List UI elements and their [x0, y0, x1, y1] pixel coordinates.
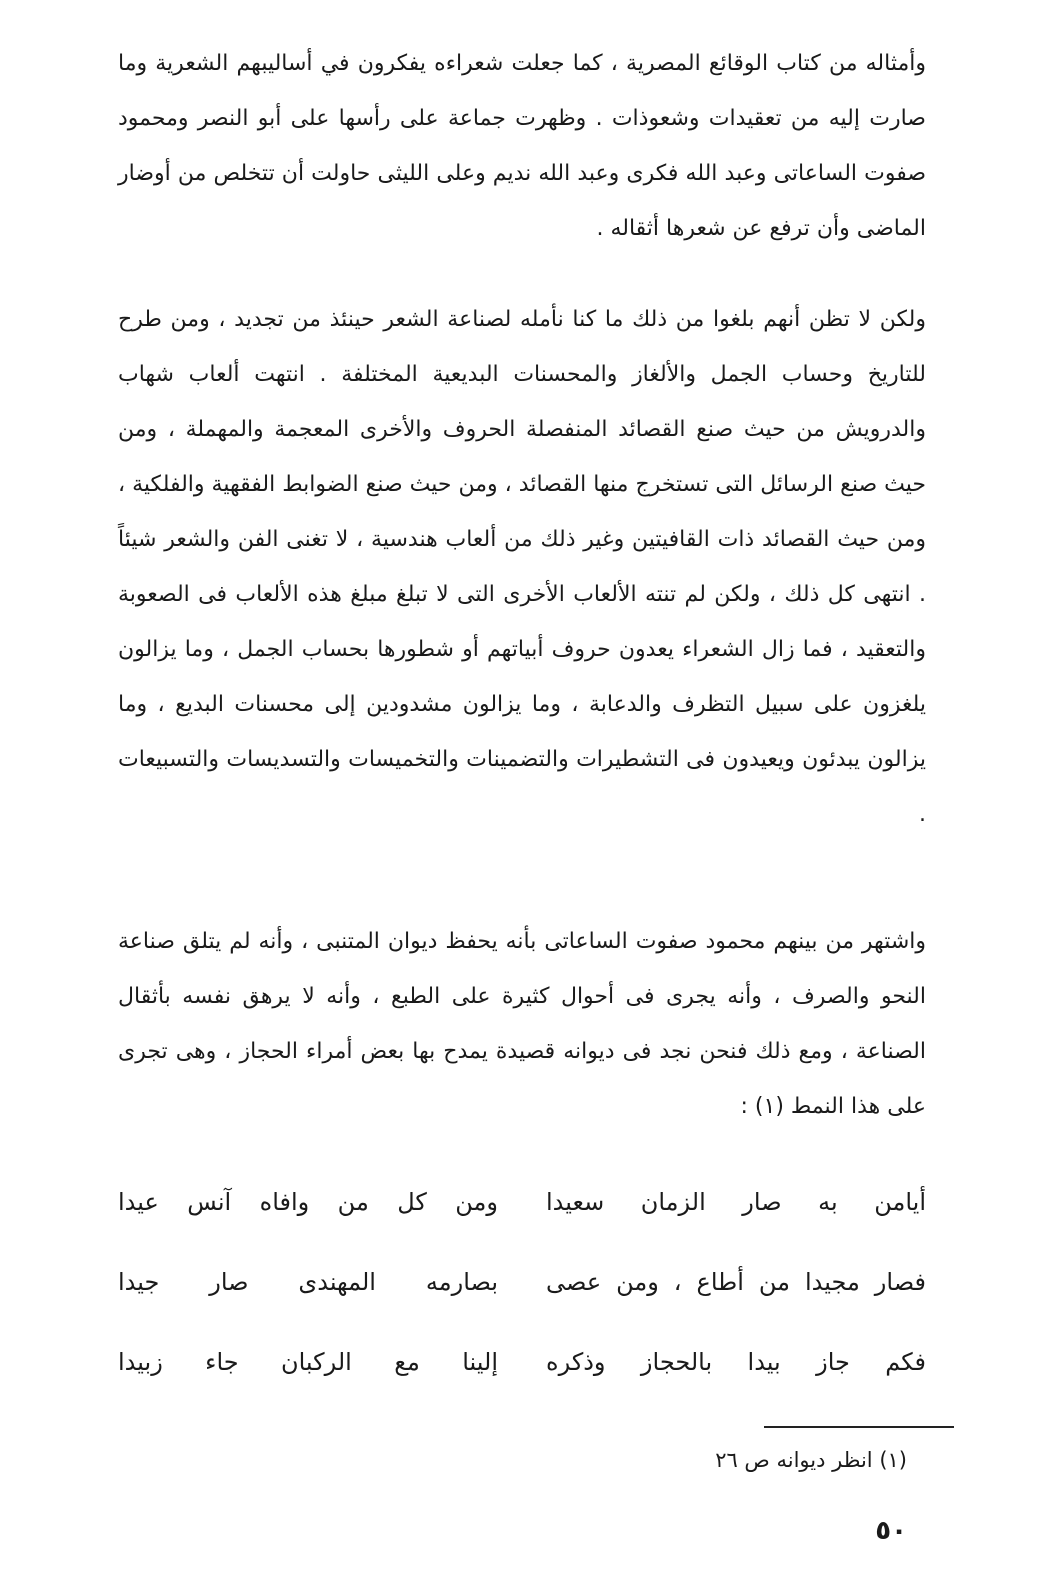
verse-1-first-hemistich: أيامن به صار الزمان سعيدا [546, 1188, 926, 1216]
page-number: ٥٠ [875, 1516, 907, 1546]
verse-3 [118, 1322, 926, 1402]
verse-1 [118, 1162, 926, 1242]
verse-3-second-hemistich: إلينا مع الركبان جاء زبيدا [118, 1348, 498, 1376]
verse-2-second-hemistich: بصارمه المهندى صار جيدا [118, 1268, 498, 1296]
verse-2 [118, 1242, 926, 1322]
paragraph-1: وأمثاله من كتاب الوقائع المصرية ، كما جعلت شعراءه يفكرون في أساليبهم الشعرية وما صارت إليه من تعقيدات وشعوذات . وظهرت جماعة على رأسها على أبو النصر ومحمود صفوت الساعاتى وعبد الله فكرى وعبد الله نديم وعلى الليثى حاولت أن تتخلص من أوضار الماضى وأن ترفع عن شعرها أثقاله . [118, 51, 926, 241]
footnote: (١) انظر ديوانه ص ٢٦ [715, 1448, 907, 1472]
verse-3-first-hemistich: فكم جاز بيدا بالحجاز وذكره [546, 1348, 926, 1376]
verse-2-first-hemistich: فصار مجيدا من أطاع ، ومن عصى [546, 1268, 926, 1296]
verse-1-second-hemistich: ومن كل من وافاه آنس عيدا [118, 1188, 498, 1216]
poem [118, 1162, 926, 1402]
paragraph-2: ولكن لا تظن أنهم بلغوا من ذلك ما كنا نأمله لصناعة الشعر حينئذ من تجديد ، ومن طرح للتاريخ وحساب الجمل والألغاز والمحسنات البديعية المختلفة . انتهت ألعاب شهاب والدرويش من حيث صنع القصائد المنفصلة الحروف والأخرى المعجمة والمهملة ، ومن حيث صنع الرسائل التى تستخرج منها القصائد ، ومن حيث صنع الضوابط الفقهية والفلكية ، ومن حيث القصائد ذات القافيتين وغير ذلك من ألعاب هندسية ، لا تغنى الفن والشعر شيئاً . انتهى كل ذلك ، ولكن لم تنته الألعاب الأخرى التى لا تبلغ مبلغ هذه الألعاب فى الصعوبة والتعقيد ، فما زال الشعراء يعدون حروف أبياتهم أو شطورها بحساب الجمل ، وما يزالون يلغزون على سبيل التظرف والدعابة ، وما يزالون مشدودين إلى محسنات البديع ، وما يزالون يبدئون ويعيدون فى التشطيرات والتضمينات والتخميسات والتسديسات والتسبيعات . [118, 307, 926, 827]
footnote-divider [764, 1426, 954, 1428]
paragraph-3: واشتهر من بينهم محمود صفوت الساعاتى بأنه يحفظ ديوان المتنبى ، وأنه لم يتلق صناعة النحو والصرف ، وأنه يجرى فى أحوال كثيرة على الطبع ، وأنه لا يرهق نفسه بأثقال الصناعة ، ومع ذلك فنحن نجد فى ديوانه قصيدة يمدح بها بعض أمراء الحجاز ، وهى تجرى على هذا النمط (١) : [118, 929, 926, 1119]
